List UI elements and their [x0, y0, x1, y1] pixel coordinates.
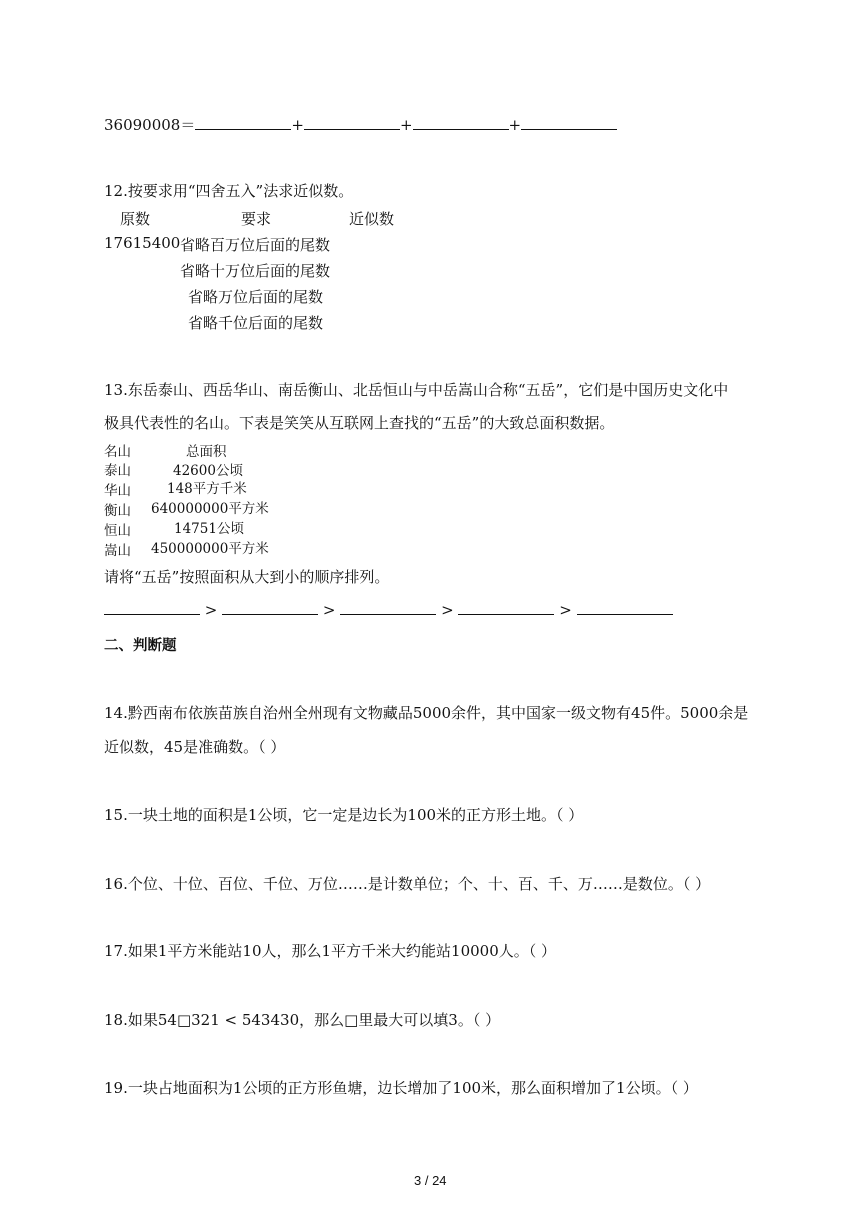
table-row-huashan-area	[167, 477, 247, 497]
plus-sign: +	[291, 116, 304, 134]
table-row-songshan-area	[151, 537, 269, 557]
table-row-heng-north-area	[174, 517, 244, 537]
q12-header-original: 原数	[120, 210, 151, 228]
q13-table-header-name: 名山	[104, 444, 131, 460]
mountain-name: 华山	[104, 483, 131, 499]
area-number: 450000000	[151, 541, 229, 557]
q12-row-4: 省略千位后面的尾数	[188, 314, 324, 332]
q14-line-2: 近似数，45是准确数。（ ）	[104, 738, 286, 756]
table-row-taishan	[104, 459, 131, 479]
q15-text: 15.一块土地的面积是1公顷，它一定是边长为100米的正方形土地。（ ）	[104, 806, 584, 824]
section-title: 二、判断题	[104, 638, 177, 654]
q12-header-requirement: 要求	[241, 210, 272, 228]
order-blank-2[interactable]	[222, 600, 318, 615]
mountain-name: 恒山	[104, 523, 131, 539]
q12-number: 17615400	[104, 234, 181, 252]
plus-sign: +	[399, 116, 413, 134]
table-row-heng-north	[104, 519, 131, 539]
order-blank-4[interactable]	[458, 600, 554, 615]
area-number: 14751	[174, 521, 217, 537]
q14-line-1: 14.黔西南布依族苗族自治州全州现有文物藏品5000余件，其中国家一级文物有45件。5000余是	[104, 704, 749, 722]
q17-text: 17.如果1平方米能站10人，那么1平方千米大约能站10000人。（ ）	[104, 942, 557, 960]
greater-than-sign: >	[322, 601, 336, 619]
area-number: 42600	[173, 463, 216, 479]
q13-line-2: 极具代表性的名山。下表是笑笑从互联网上查找的“五岳”的大致总面积数据。	[104, 414, 615, 432]
table-row-songshan	[104, 539, 131, 559]
q12-row-2: 省略十万位后面的尾数	[180, 262, 331, 280]
q19-text: 19.一块占地面积为1公顷的正方形鱼塘，边长增加了100米，那么面积增加了1公顷。（ ）	[104, 1079, 698, 1097]
q13-ordering-row	[104, 600, 673, 619]
mountain-name: 嵩山	[104, 543, 131, 559]
greater-than-sign: >	[441, 601, 454, 619]
greater-than-sign: >	[204, 601, 218, 619]
q13-line-1: 13.东岳泰山、西岳华山、南岳衡山、北岳恒山与中岳嵩山合称“五岳”，它们是中国历史文化中	[104, 381, 729, 399]
q12-header-approx: 近似数	[349, 210, 395, 228]
area-number: 640000000	[151, 501, 229, 517]
answer-blank-2[interactable]	[304, 115, 400, 130]
area-unit: 平方米	[228, 501, 269, 517]
area-unit: 公顷	[215, 463, 243, 479]
area-unit: 公顷	[216, 521, 244, 537]
plus-sign: +	[508, 116, 522, 134]
area-unit: 平方米	[228, 541, 269, 557]
q13-table-header-area: 总面积	[186, 444, 227, 460]
greater-than-sign: >	[559, 601, 572, 619]
table-row-hengshan-area	[151, 497, 269, 517]
q11-equation	[104, 114, 617, 135]
area-number: 148	[167, 481, 193, 497]
order-blank-3[interactable]	[340, 600, 436, 615]
q12-row-3: 省略万位后面的尾数	[188, 288, 324, 306]
mountain-name: 衡山	[104, 503, 131, 519]
answer-blank-1[interactable]	[195, 115, 291, 130]
page-number: 3 / 24	[414, 1173, 447, 1188]
area-unit: 平方千米	[192, 481, 247, 497]
order-blank-5[interactable]	[577, 600, 673, 615]
order-blank-1[interactable]	[104, 600, 200, 615]
q13-prompt: 请将“五岳”按照面积从大到小的顺序排列。	[104, 568, 390, 586]
answer-blank-3[interactable]	[413, 115, 509, 130]
q18-text: 18.如果54□321 < 543430，那么□里最大可以填3。（ ）	[104, 1011, 501, 1029]
mountain-name: 泰山	[104, 463, 131, 479]
q16-text: 16.个位、十位、百位、千位、万位……是计数单位；个、十、百、千、万……是数位。（ ）	[104, 875, 711, 893]
q12-title: 12.按要求用“四舍五入”法求近似数。	[104, 182, 354, 200]
table-row-taishan-area	[173, 459, 243, 479]
table-row-huashan	[104, 479, 131, 499]
q11-expression: 36090008＝	[104, 116, 196, 134]
q12-row-1: 省略百万位后面的尾数	[180, 236, 331, 254]
table-row-hengshan	[104, 499, 131, 519]
answer-blank-4[interactable]	[521, 115, 617, 130]
